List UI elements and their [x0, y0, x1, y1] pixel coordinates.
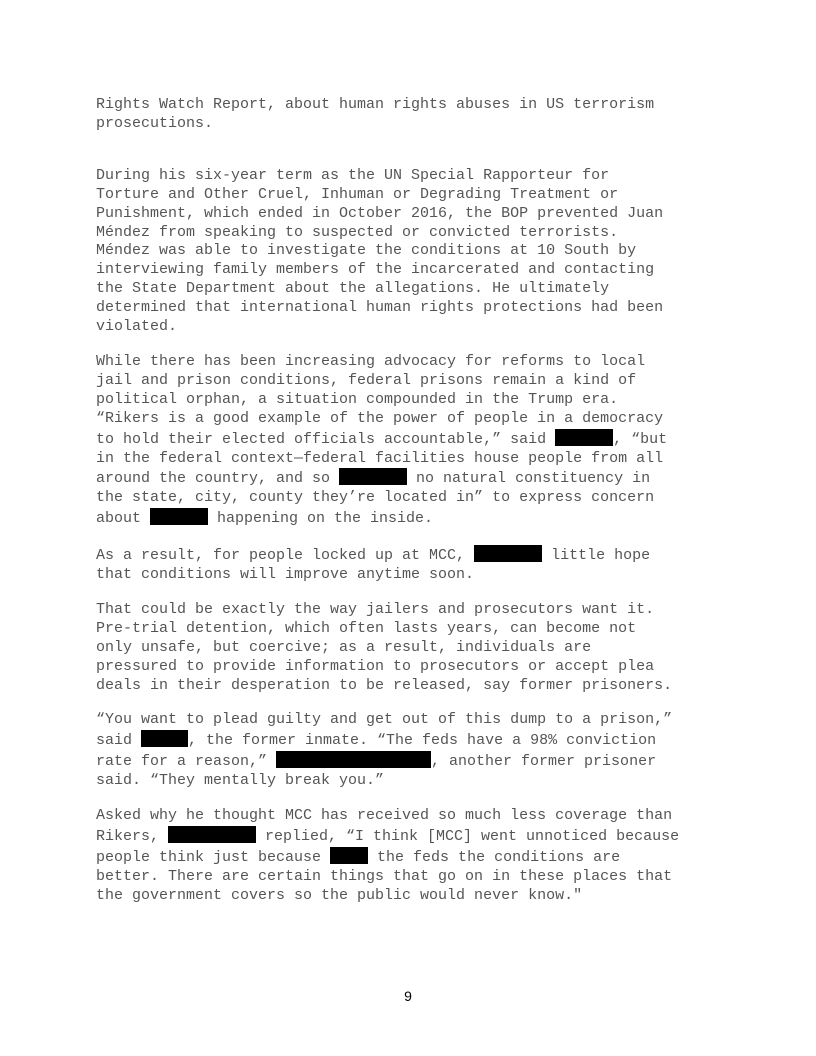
text-segment: said [96, 732, 142, 750]
text-line: violated. [96, 318, 178, 336]
redaction-box [555, 429, 613, 446]
paragraph-report-continuation [96, 96, 726, 134]
text-line: While there has been increasing advocacy for reforms to local [96, 352, 646, 370]
paragraph-mendez [96, 167, 726, 337]
text-line [96, 508, 726, 529]
text-segment: rate for a reason,” [96, 753, 277, 771]
text-segment: , the former inmate. “The feds have a 98% conviction [188, 732, 657, 750]
redaction-box [141, 730, 188, 747]
text-line: the government covers so the public would never know." [96, 886, 583, 904]
text-line: the State Department about the allegations. He ultimately [96, 280, 610, 298]
text-line: Méndez was able to investigate the conditions at 10 South by [96, 242, 637, 260]
text-line: That could be exactly the way jailers and prosecutors want it. [96, 600, 655, 618]
paragraph-advocacy [96, 353, 726, 529]
paragraph-coverage [96, 807, 726, 906]
text-line [96, 429, 726, 450]
redaction-box [330, 847, 368, 864]
text-line: “Rikers is a good example of the power of people in a democracy [96, 409, 664, 427]
text-line: Asked why he thought MCC has received so much less coverage than [96, 807, 673, 825]
redaction-box [339, 468, 407, 485]
text-line [96, 545, 726, 566]
text-line: “You want to plead guilty and get out of this dump to a prison,” [96, 711, 673, 729]
paragraph-result [96, 545, 726, 585]
redaction-box [168, 826, 256, 843]
text-line: that conditions will improve anytime soon. [96, 566, 475, 584]
text-segment: , another former prisoner [431, 753, 657, 771]
document-body [96, 96, 726, 922]
text-line: jail and prison conditions, federal prisons remain a kind of [96, 371, 637, 389]
text-segment: to hold their elected officials accountable,” said [96, 430, 556, 448]
paragraph-quotes [96, 711, 726, 791]
text-line: better. There are certain things that go on in these places that [96, 867, 673, 885]
text-line: Rights Watch Report, about human rights abuses in US terrorism [96, 96, 655, 113]
text-segment: people think just because [96, 848, 331, 866]
text-line: the state, city, county they’re located in” to express concern [96, 489, 655, 507]
text-segment: about [96, 510, 151, 528]
text-line: Pre-trial detention, which often lasts years, can become not [96, 619, 637, 637]
paragraph-jailers [96, 601, 726, 696]
text-segment: happening on the inside. [208, 510, 434, 528]
text-line: only unsafe, but coercive; as a result, individuals are [96, 638, 592, 656]
redaction-box [150, 508, 208, 525]
text-segment: little hope [542, 547, 651, 565]
redaction-box [276, 751, 431, 768]
text-line [96, 751, 726, 772]
text-segment: the feds the conditions are [368, 848, 621, 866]
text-line: pressured to provide information to prosecutors or accept plea [96, 657, 655, 675]
text-segment: replied, “I think [MCC] went unnoticed because [256, 828, 680, 845]
text-line: in the federal context—federal facilities house people from all [96, 449, 664, 467]
text-line: said. “They mentally break you.” [96, 772, 385, 790]
text-line [96, 730, 726, 751]
text-segment: , “but [613, 430, 668, 448]
text-line: Méndez from speaking to suspected or convicted terrorists. [96, 223, 619, 241]
text-line: interviewing family members of the incarcerated and contacting [96, 261, 655, 279]
text-line: Punishment, which ended in October 2016, the BOP prevented Juan [96, 204, 664, 222]
redaction-box [474, 545, 542, 562]
text-segment: Rikers, [96, 828, 169, 845]
text-line [96, 847, 726, 868]
text-segment: around the country, and so [96, 470, 340, 488]
text-line: deals in their desperation to be released, say former prisoners. [96, 676, 673, 694]
text-line [96, 826, 726, 847]
text-line: During his six-year term as the UN Special Rapporteur for [96, 166, 610, 184]
page-number: 9 [404, 988, 412, 1004]
text-line: prosecutions. [96, 114, 214, 132]
text-line [96, 468, 726, 489]
text-segment: no natural constituency in [407, 470, 651, 488]
text-line: determined that international human rights protections had been [96, 299, 664, 317]
text-segment: As a result, for people locked up at MCC, [96, 547, 475, 565]
text-line: Torture and Other Cruel, Inhuman or Degrading Treatment or [96, 185, 619, 203]
text-line: political orphan, a situation compounded in the Trump era. [96, 390, 619, 408]
